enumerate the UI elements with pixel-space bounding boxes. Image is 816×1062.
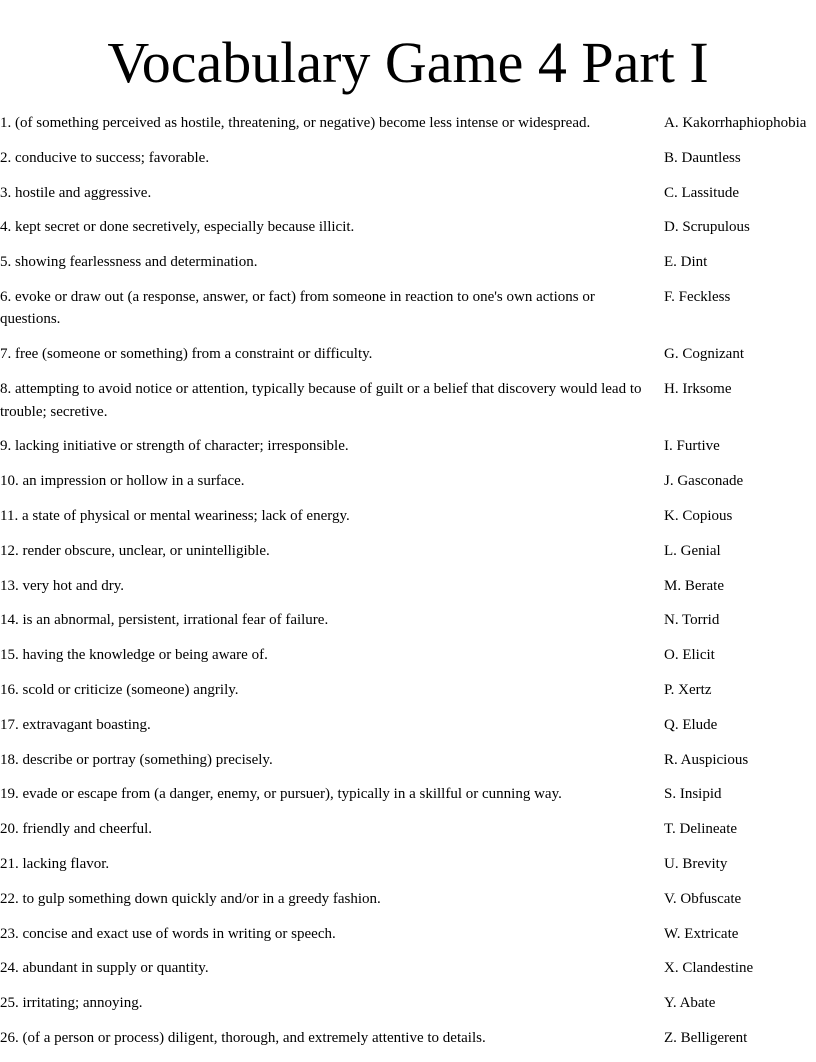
answer-option: O. Elicit xyxy=(664,647,715,664)
answer-option: Z. Belligerent xyxy=(664,1029,748,1046)
answer-option: A. Kakorrhaphiophobia xyxy=(664,115,807,131)
matching-row xyxy=(0,992,816,1027)
definition: 10. an impression or hollow in a surface. xyxy=(0,473,245,490)
answer-option: E. Dint xyxy=(664,254,708,271)
matching-row xyxy=(0,1027,816,1062)
answer-option: X. Clandestine xyxy=(664,960,754,977)
definition: 25. irritating; annoying. xyxy=(0,995,143,1012)
definition: 18. describe or portray (something) precisely. xyxy=(0,751,273,768)
answer-option: S. Insipid xyxy=(664,786,722,803)
matching-row xyxy=(0,251,816,286)
matching-row xyxy=(0,343,816,378)
matching-row xyxy=(0,714,816,749)
answer-option: P. Xertz xyxy=(664,681,712,698)
matching-row xyxy=(0,147,816,182)
matching-row xyxy=(0,609,816,644)
definition: 2. conducive to success; favorable. xyxy=(0,149,210,166)
definition: 16. scold or criticize (someone) angrily. xyxy=(0,681,239,698)
definition: 3. hostile and aggressive. xyxy=(0,184,152,201)
definition: 22. to gulp something down quickly and/or in a greedy fashion. xyxy=(0,890,381,907)
definition: 17. extravagant boasting. xyxy=(0,716,151,733)
answer-option: C. Lassitude xyxy=(664,184,739,201)
matching-list xyxy=(0,112,816,1062)
definition: 6. evoke or draw out (a response, answer, or fact) from someone in reaction to one's own actions or questions. xyxy=(0,288,595,328)
definition: 11. a state of physical or mental weariness; lack of energy. xyxy=(0,507,350,524)
definition: 21. lacking flavor. xyxy=(0,855,110,872)
definition: 24. abundant in supply or quantity. xyxy=(0,960,209,977)
matching-row xyxy=(0,888,816,923)
matching-row xyxy=(0,378,816,435)
answer-option: B. Dauntless xyxy=(664,149,741,166)
matching-row xyxy=(0,749,816,784)
definition: 12. render obscure, unclear, or unintelligible. xyxy=(0,542,270,559)
definition: 23. concise and exact use of words in writing or speech. xyxy=(0,925,336,942)
definition: 13. very hot and dry. xyxy=(0,577,124,594)
matching-row xyxy=(0,112,816,147)
answer-option: U. Brevity xyxy=(664,855,728,872)
definition: 26. (of a person or process) diligent, thorough, and extremely attentive to details. xyxy=(0,1029,486,1046)
definition: 5. showing fearlessness and determination. xyxy=(0,254,258,271)
page-title: Vocabulary Game 4 Part I xyxy=(107,30,709,95)
definition: 14. is an abnormal, persistent, irrational fear of failure. xyxy=(0,612,329,629)
definition: 9. lacking initiative or strength of character; irresponsible. xyxy=(0,438,349,455)
matching-row xyxy=(0,435,816,470)
matching-row xyxy=(0,818,816,853)
matching-row xyxy=(0,644,816,679)
answer-option: R. Auspicious xyxy=(664,751,749,768)
matching-row xyxy=(0,505,816,540)
matching-row xyxy=(0,286,816,343)
matching-row xyxy=(0,923,816,958)
definition: 8. attempting to avoid notice or attention, typically because of guilt or a belief that discovery would lead to trouble; secretive. xyxy=(0,381,642,420)
answer-option: D. Scrupulous xyxy=(664,219,750,236)
definition: 4. kept secret or done secretively, especially because illicit. xyxy=(0,219,355,236)
answer-option: T. Delineate xyxy=(664,821,738,838)
definition: 20. friendly and cheerful. xyxy=(0,821,153,838)
answer-option: H. Irksome xyxy=(664,381,732,398)
matching-row xyxy=(0,679,816,714)
definition: 15. having the knowledge or being aware of. xyxy=(0,647,268,664)
definition: 1. (of something perceived as hostile, threatening, or negative) become less intense or widespread. xyxy=(0,115,591,131)
answer-option: G. Cognizant xyxy=(664,346,744,363)
matching-row xyxy=(0,575,816,610)
answer-option: J. Gasconade xyxy=(664,473,744,490)
answer-option: I. Furtive xyxy=(664,438,720,455)
answer-option: M. Berate xyxy=(664,577,724,594)
answer-option: N. Torrid xyxy=(664,612,720,629)
definition: 19. evade or escape from (a danger, enemy, or pursuer), typically in a skillful or cunning way. xyxy=(0,786,562,803)
matching-row xyxy=(0,470,816,505)
matching-row xyxy=(0,540,816,575)
answer-option: Y. Abate xyxy=(664,995,716,1012)
matching-row xyxy=(0,216,816,251)
answer-option: Q. Elude xyxy=(664,716,718,733)
answer-option: F. Feckless xyxy=(664,288,731,305)
answer-option: V. Obfuscate xyxy=(664,890,742,907)
matching-row xyxy=(0,182,816,217)
answer-option: W. Extricate xyxy=(664,925,739,942)
matching-row xyxy=(0,783,816,818)
definition: 7. free (someone or something) from a constraint or difficulty. xyxy=(0,346,373,363)
answer-option: L. Genial xyxy=(664,542,721,559)
matching-row xyxy=(0,853,816,888)
answer-option: K. Copious xyxy=(664,507,733,524)
matching-row xyxy=(0,957,816,992)
